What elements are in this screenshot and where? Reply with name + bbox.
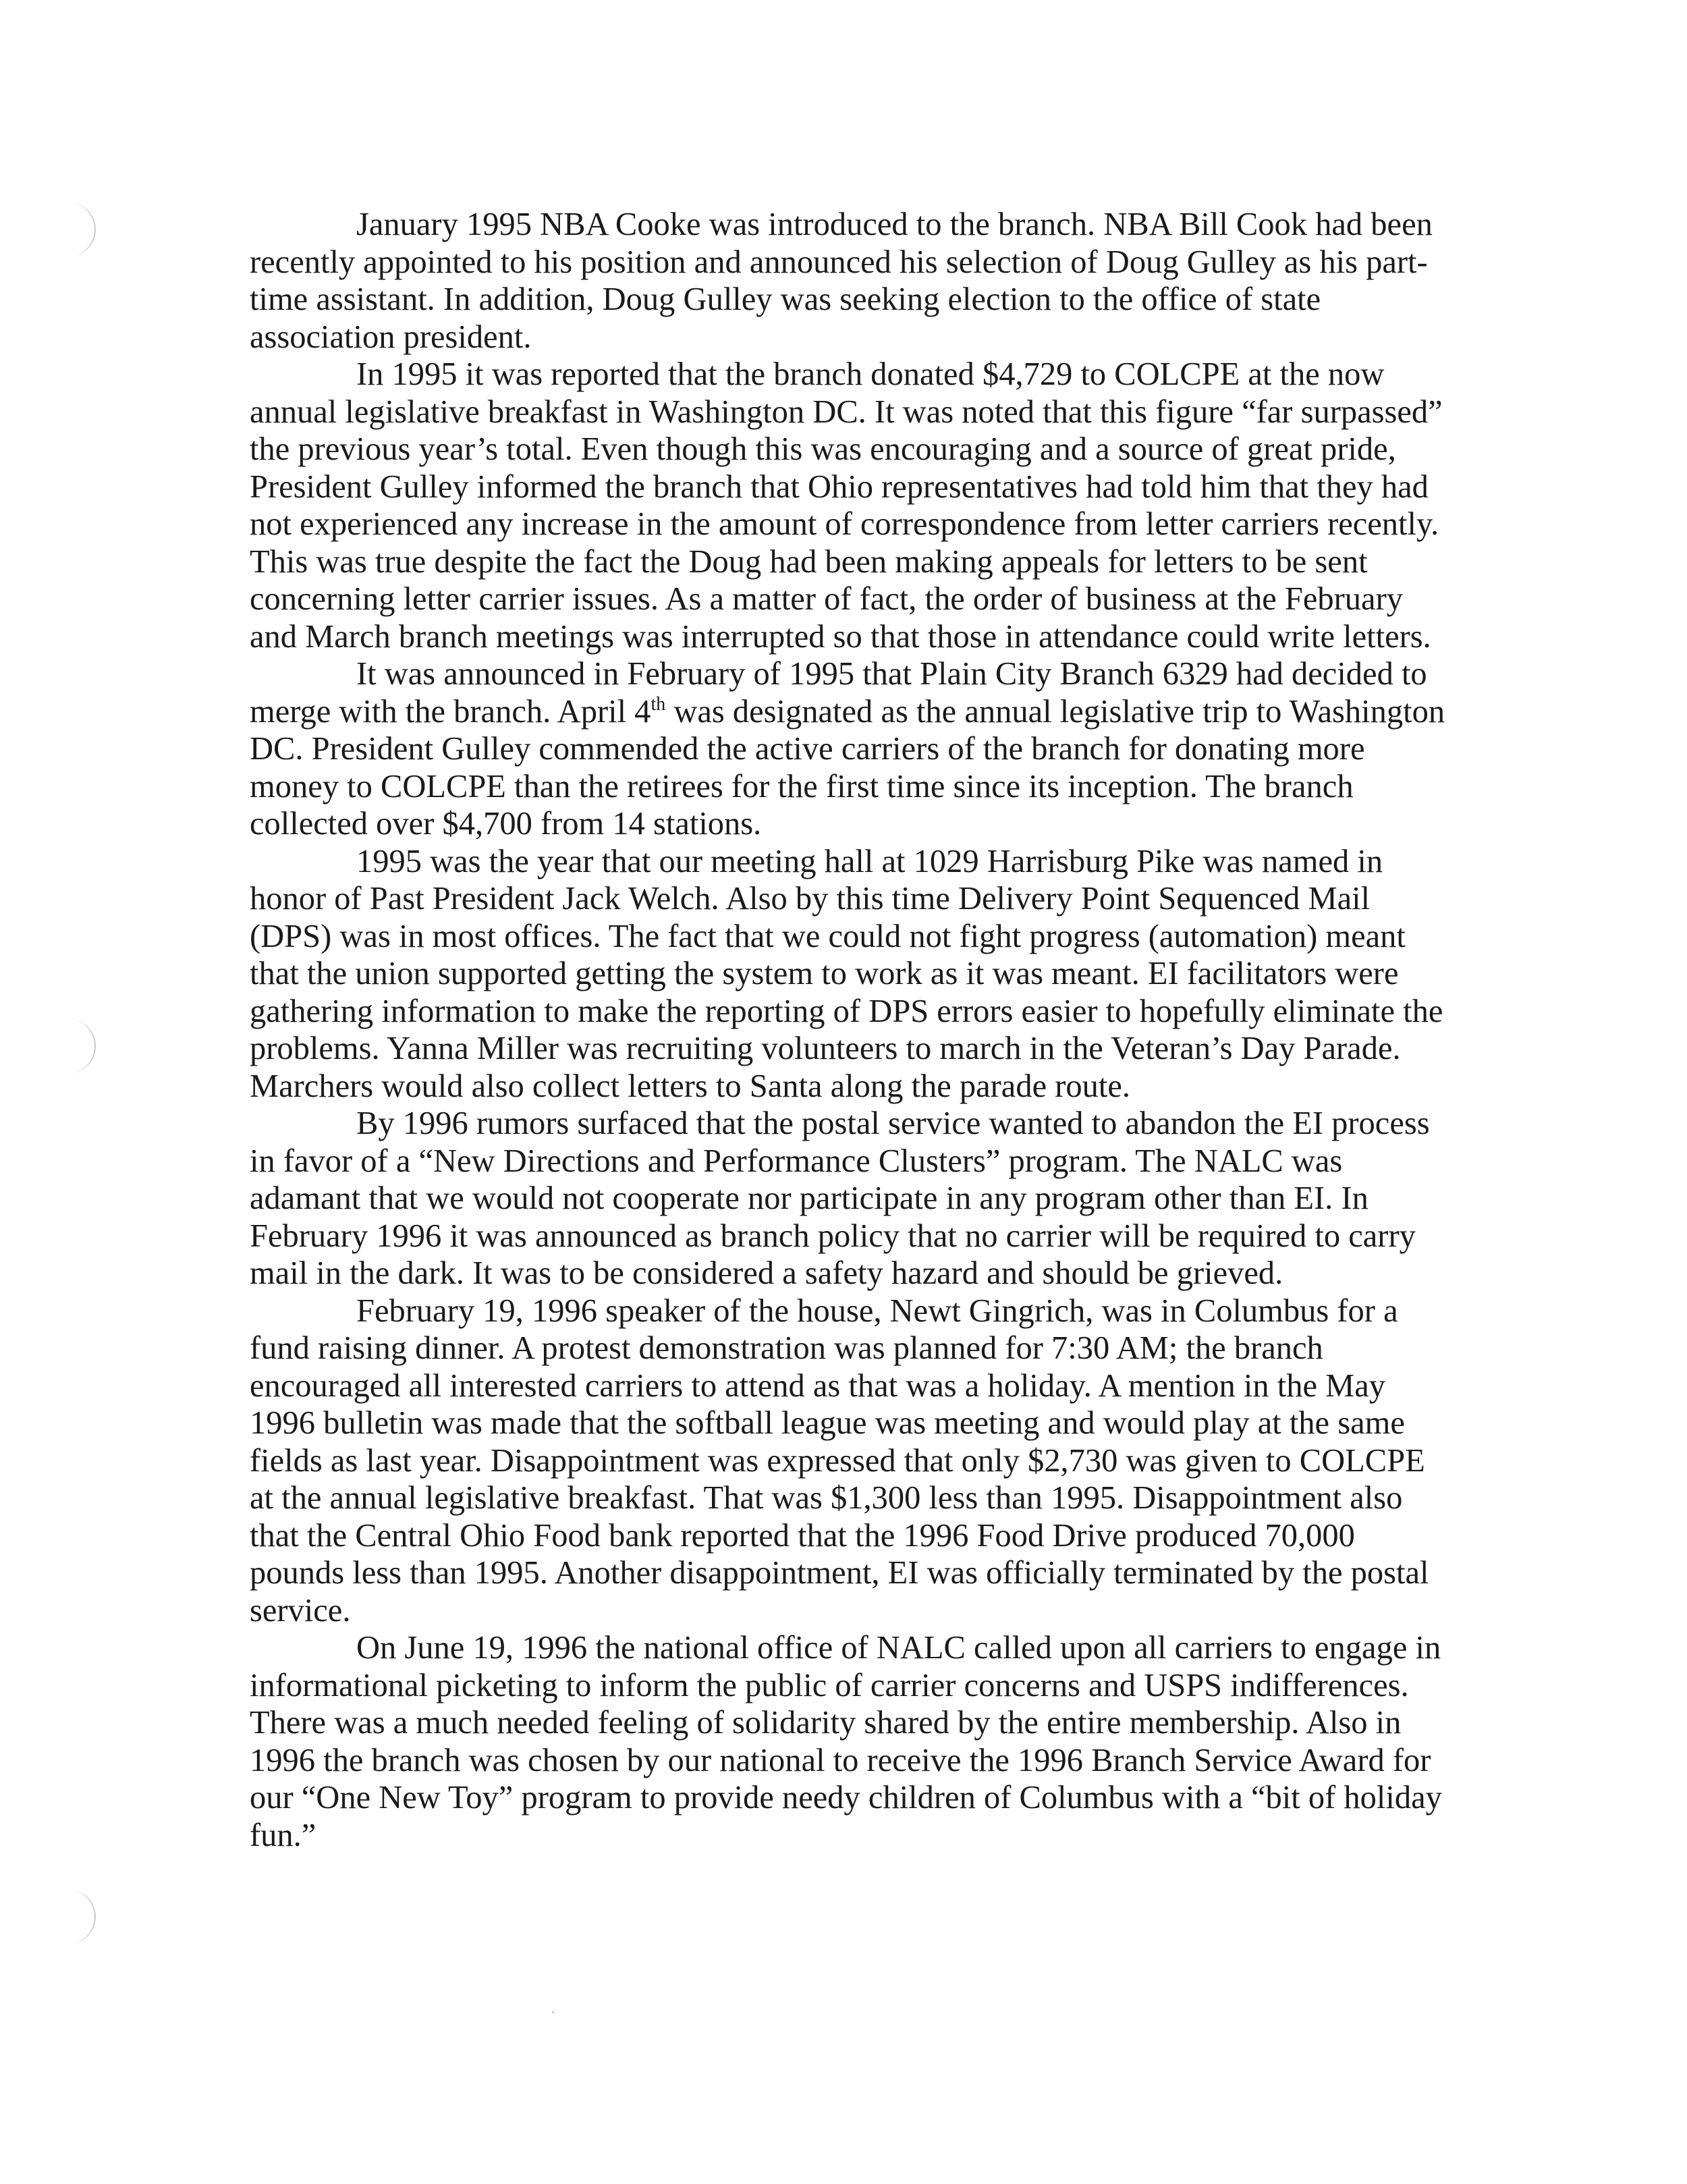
paragraph-text-before: It was announced in February of 1995 that Plain City Branch 6329 had decided to merge with the branch. April 4 [250, 656, 1427, 730]
paragraph-text-after: was designated as the annual legislative trip to Washington DC. President Gulley commended the active carriers of the branch for donating more money to COLCPE than the retirees for the first time since its inception. The branch collected over $4,700 from 14 stations. [250, 693, 1445, 842]
paragraph-plain-city-merge [250, 655, 1447, 843]
paragraph-nba-cooke: January 1995 NBA Cooke was introduced to the branch. NBA Bill Cook had been recently appointed to his position and announced his selection of Doug Gulley as his part-time assistant. In addition, Doug Gulley was seeking election to the office of state association president. [250, 207, 1433, 355]
punch-hole-mark [67, 1019, 96, 1073]
punch-hole-mark [67, 202, 96, 256]
scan-speck [552, 2011, 554, 2013]
paragraph-meeting-hall: 1995 was the year that our meeting hall at 1029 Harrisburg Pike was named in honor of Past President Jack Welch. Also by this time Delivery Point Sequenced Mail (DPS) was in most offices. The fact that we could not fight progress (automation) meant that the union supported getting the system to work as it was meant. EI facilitators were gathering information to make the reporting of DPS errors easier to hopefully eliminate the problems. Yanna Miller was recruiting volunteers to march in the Veteran’s Day Parade. Marchers would also collect letters to Santa along the parade route. [250, 843, 1443, 1104]
paragraph-gingrich-protest: February 19, 1996 speaker of the house, Newt Gingrich, was in Columbus for a fund raising dinner. A protest demonstration was planned for 7:30 AM; the branch encouraged all interested carriers to attend as that was a holiday. A mention in the May 1996 bulletin was made that the softball league was meeting and would play at the same fields as last year. Disappointment was expressed that only $2,730 was given to COLCPE at the annual legislative breakfast. That was $1,300 less than 1995. Disappointment also that the Central Ohio Food bank reported that the 1996 Food Drive produced 70,000 pounds less than 1995. Another disappointment, EI was officially terminated by the postal service. [250, 1292, 1429, 1629]
paragraph-colcpe-1995: In 1995 it was reported that the branch donated $4,729 to COLCPE at the now annual legislative breakfast in Washington DC. It was noted that this figure “far surpassed” the previous year’s total. Even though this was encouraging and a source of great pride, President Gulley informed the branch that Ohio representatives had told him that they had not experienced any increase in the amount of correspondence from letter carriers recently. This was true despite the fact the Doug had been making appeals for letters to be sent concerning letter carrier issues. As a matter of fact, the order of business at the February and March branch meetings was interrupted so that those in attendance could write letters. [250, 356, 1443, 655]
paragraph-ei-rumors: By 1996 rumors surfaced that the postal service wanted to abandon the EI process in favor of a “New Directions and Performance Clusters” program. The NALC was adamant that we would not cooperate nor participate in any program other than EI. In February 1996 it was announced as branch policy that no carrier will be required to carry mail in the dark. It was to be considered a safety hazard and should be grieved. [250, 1105, 1430, 1291]
paragraph-informational-picketing: On June 19, 1996 the national office of NALC called upon all carriers to engage in informational picketing to inform the public of carrier concerns and USPS indifferences. There was a much needed feeling of solidarity shared by the entire membership. Also in 1996 the branch was chosen by our national to receive the 1996 Branch Service Award for our “One New Toy” program to provide needy children of Columbus with a “bit of holiday fun.” [250, 1630, 1442, 1853]
ordinal-superscript: th [651, 693, 666, 715]
document-body [250, 206, 1447, 1854]
punch-hole-mark [67, 1890, 96, 1944]
